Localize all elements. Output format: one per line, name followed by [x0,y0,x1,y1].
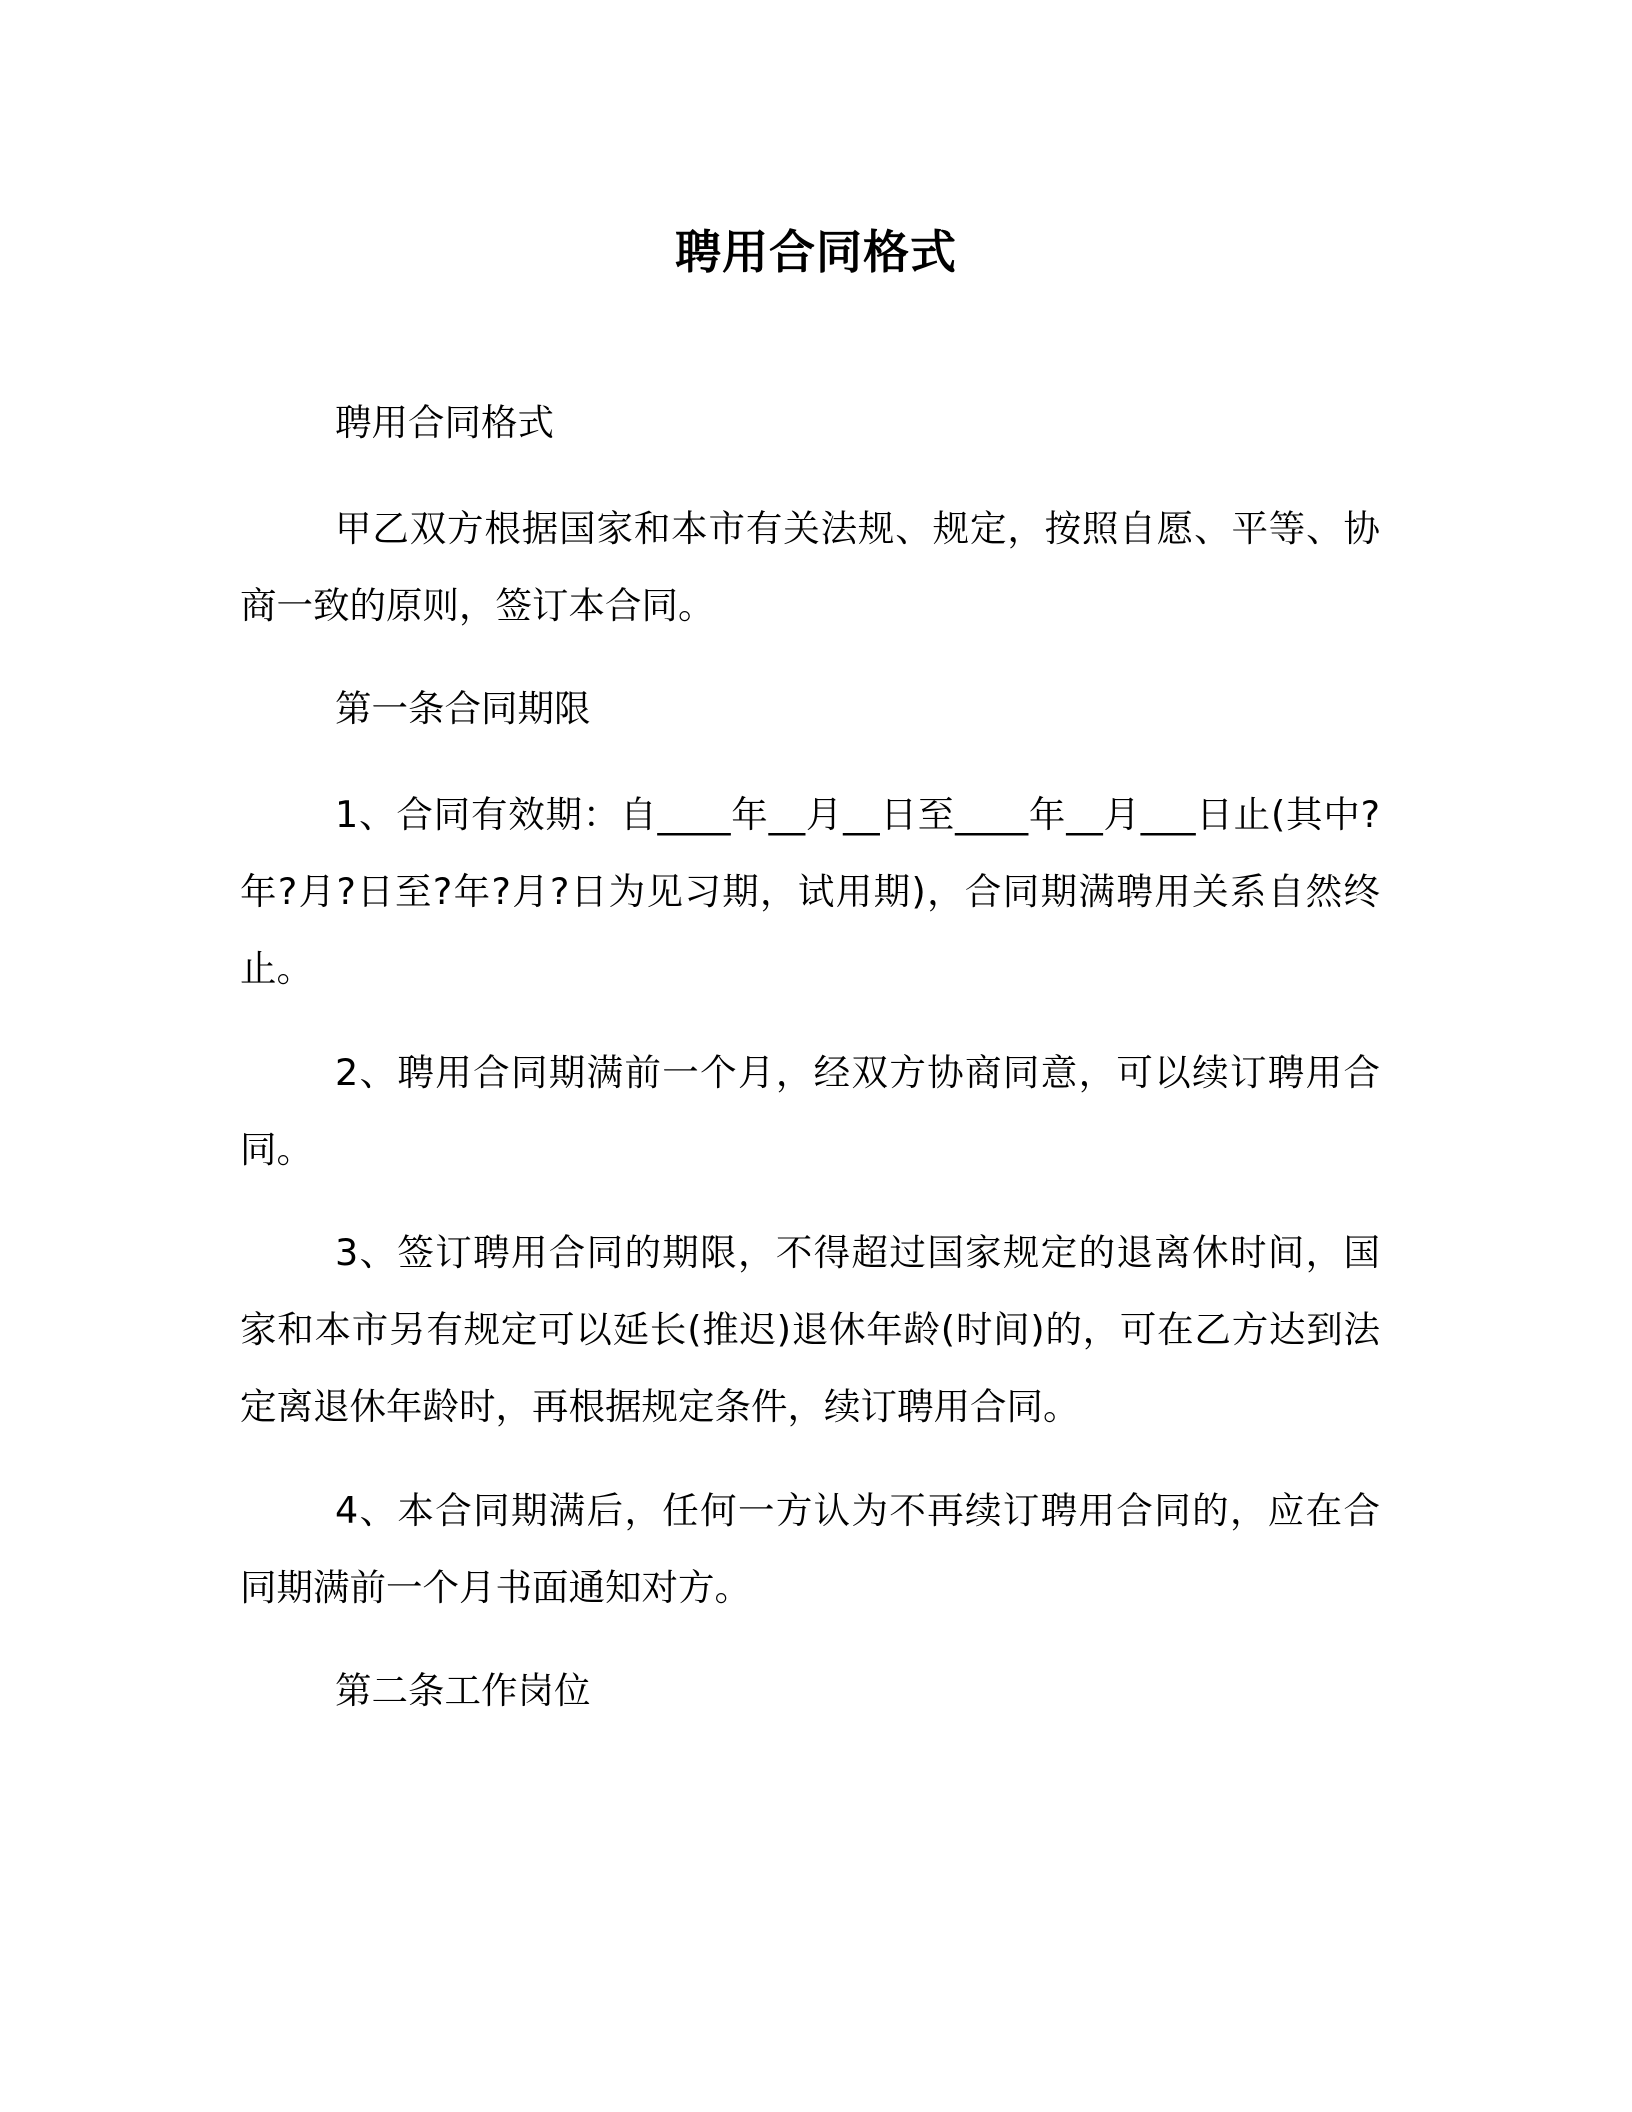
article-1-item-3: 3、签订聘用合同的期限，不得超过国家规定的退离休时间，国家和本市另有规定可以延长(推迟)退休年龄(时间)的，可在乙方达到法定离退休年龄时，再根据规定条件，续订聘用合同。 [240,1231,1380,1428]
intro-paragraph: 甲乙双方根据国家和本市有关法规、规定，按照自愿、平等、协商一致的原则，签订本合同。 [240,507,1380,627]
article-1-heading: 第一条合同期限 [335,687,591,730]
document-title: 聘用合同格式 [675,225,957,279]
article-1-item-2: 2、聘用合同期满前一个月，经双方协商同意，可以续订聘用合同。 [240,1051,1380,1171]
article-1-item-1: 1、合同有效期：自____年__月__日至____年__月___日止(其中?年?月?日至?年?月?日为见习期，试用期)，合同期满聘用关系自然终止。 [240,793,1380,990]
document-subtitle: 聘用合同格式 [335,401,554,444]
article-1-item-4: 4、本合同期满后，任何一方认为不再续订聘用合同的，应在合同期满前一个月书面通知对方。 [240,1489,1380,1609]
article-2-heading: 第二条工作岗位 [335,1669,591,1712]
